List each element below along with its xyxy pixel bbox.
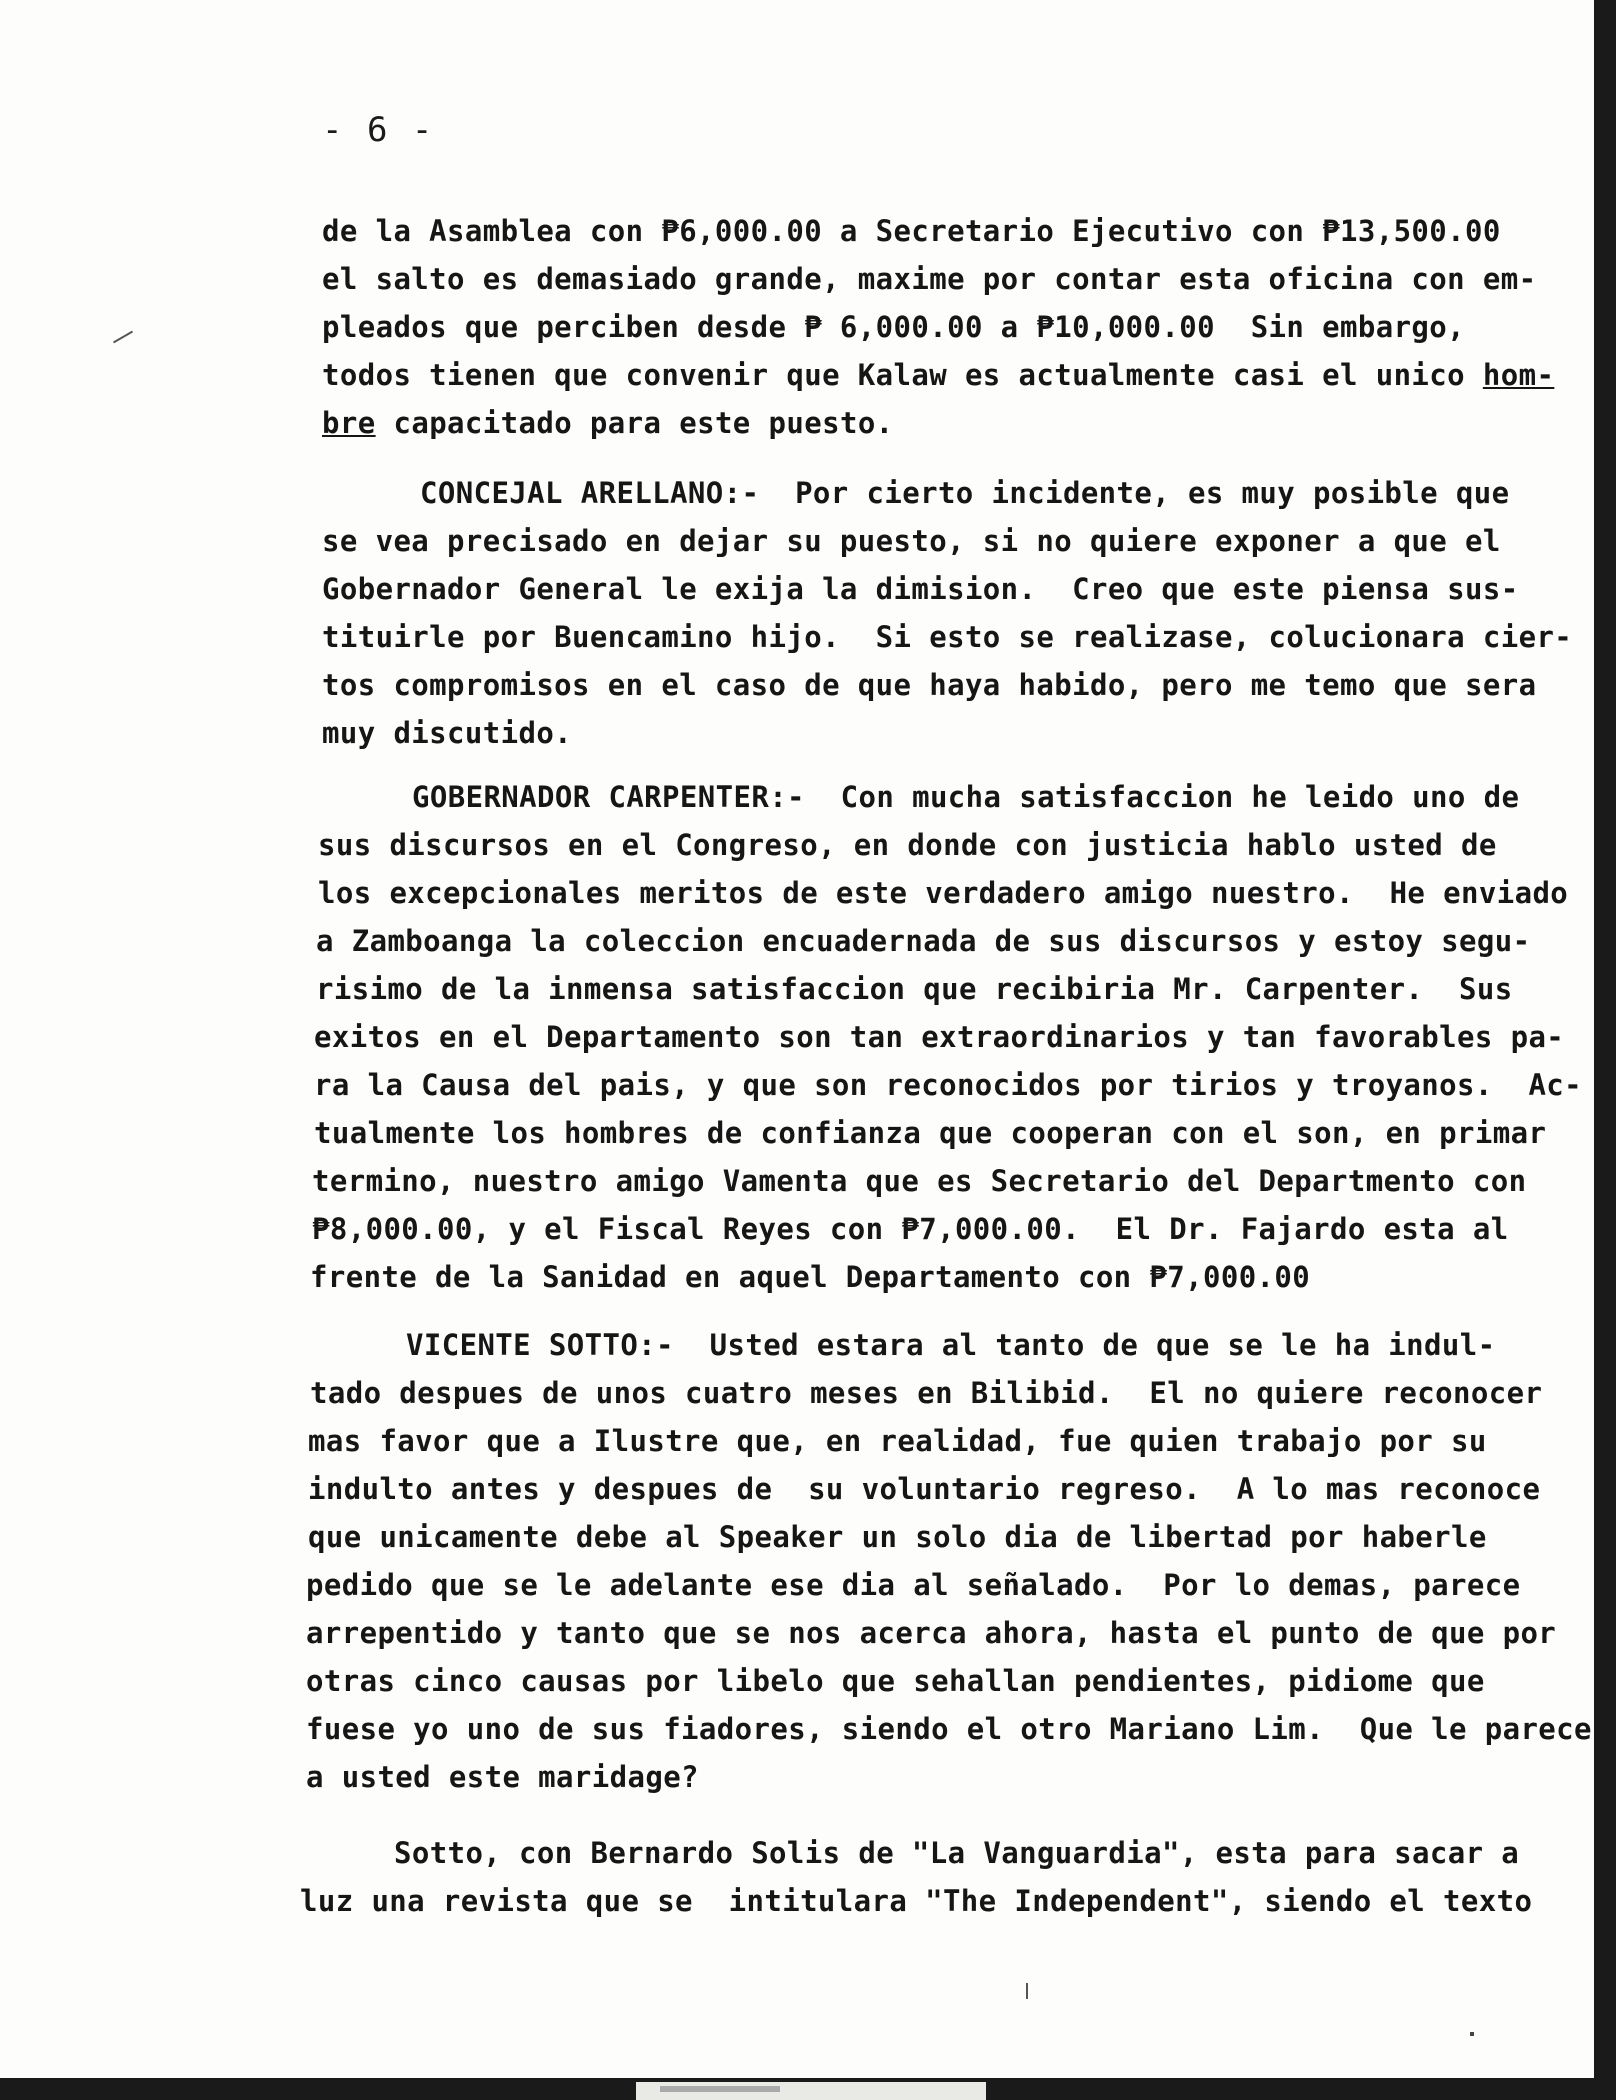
text-line: ra la Causa del pais, y que son reconocidos por tirios y troyanos. Ac- — [314, 1068, 1583, 1102]
text-line: Gobernador General le exija la dimision. Creo que este piensa sus- — [322, 572, 1519, 606]
speaker-label: GOBERNADOR CARPENTER:- — [412, 780, 805, 814]
text-line: luz una revista que se intitulara "The Independent", siendo el texto — [300, 1884, 1533, 1918]
stray-mark — [1470, 2032, 1474, 2036]
text-line: exitos en el Departamento son tan extraordinarios y tan favorables pa- — [314, 1020, 1565, 1054]
text-line: los excepcionales meritos de este verdadero amigo nuestro. He enviado — [318, 876, 1569, 910]
scan-smudge — [660, 2086, 780, 2092]
text-line: a usted este maridage? — [306, 1760, 699, 1794]
stray-mark — [1026, 1983, 1028, 1999]
text-line: tualmente los hombres de confianza que cooperan con el son, en primar — [314, 1116, 1547, 1150]
text-line-content: Por cierto incidente, es muy posible que — [759, 476, 1510, 510]
stray-mark — [113, 331, 133, 344]
text-line: termino, nuestro amigo Vamenta que es Secretario del Departmento con — [312, 1164, 1527, 1198]
text-line: otras cinco causas por libelo que sehallan pendientes, pidiome que — [306, 1664, 1485, 1698]
text-line — [412, 780, 1519, 814]
text-line: que unicamente debe al Speaker un solo dia de libertad por haberle — [308, 1520, 1487, 1554]
text-line: mas favor que a Ilustre que, en realidad, fue quien trabajo por su — [308, 1424, 1487, 1458]
text-line-start: todos tienen que convenir que Kalaw es actualmente casi el unico — [322, 358, 1483, 392]
text-line — [420, 476, 1509, 510]
text-line: indulto antes y despues de su voluntario regreso. A lo mas reconoce — [308, 1472, 1541, 1506]
text-line: de la Asamblea con ₱6,000.00 a Secretario Ejecutivo con ₱13,500.00 — [322, 214, 1501, 248]
page-number: - 6 - — [322, 110, 435, 150]
text-line — [322, 406, 894, 440]
text-line: tado despues de unos cuatro meses en Bilibid. El no quiere reconocer — [310, 1376, 1543, 1410]
text-line: el salto es demasiado grande, maxime por contar esta oficina con em- — [322, 262, 1537, 296]
text-line: ₱8,000.00, y el Fiscal Reyes con ₱7,000.00. El Dr. Fajardo esta al — [312, 1212, 1509, 1246]
text-line-content: Usted estara al tanto de que se le ha indul- — [673, 1328, 1496, 1362]
text-line: risimo de la inmensa satisfaccion que recibiria Mr. Carpenter. Sus — [316, 972, 1513, 1006]
text-line — [406, 1328, 1495, 1362]
text-line: muy discutido. — [322, 716, 573, 750]
underlined-word: bre — [322, 406, 376, 440]
text-line-end: capacitado para este puesto. — [393, 406, 894, 440]
text-line: arrepentido y tanto que se nos acerca ahora, hasta el punto de que por — [306, 1616, 1557, 1650]
text-line-content: Con mucha satisfaccion he leido uno de — [804, 780, 1520, 814]
text-line: tituirle por Buencamino hijo. Si esto se realizase, colucionara cier- — [322, 620, 1573, 654]
underlined-word: hom- — [1482, 358, 1555, 392]
text-line: pleados que perciben desde ₱ 6,000.00 a ₱10,000.00 Sin embargo, — [322, 310, 1466, 344]
text-line: sus discursos en el Congreso, en donde con justicia hablo usted de — [318, 828, 1497, 862]
speaker-label: VICENTE SOTTO:- — [406, 1328, 674, 1362]
text-line: a Zamboanga la coleccion encuadernada de sus discursos y estoy segu- — [316, 924, 1531, 958]
text-line: frente de la Sanidad en aquel Departamento con ₱7,000.00 — [310, 1260, 1311, 1294]
text-line: Sotto, con Bernardo Solis de "La Vanguardia", esta para sacar a — [394, 1836, 1520, 1870]
text-line: tos compromisos en el caso de que haya habido, pero me temo que sera — [322, 668, 1537, 702]
text-line: se vea precisado en dejar su puesto, si no quiere exponer a que el — [322, 524, 1501, 558]
text-line: fuese yo uno de sus fiadores, siendo el otro Mariano Lim. Que le parece — [306, 1712, 1592, 1746]
text-line — [322, 358, 1554, 392]
speaker-label: CONCEJAL ARELLANO:- — [420, 476, 760, 510]
text-line: pedido que se le adelante ese dia al señalado. Por lo demas, parece — [306, 1568, 1521, 1602]
